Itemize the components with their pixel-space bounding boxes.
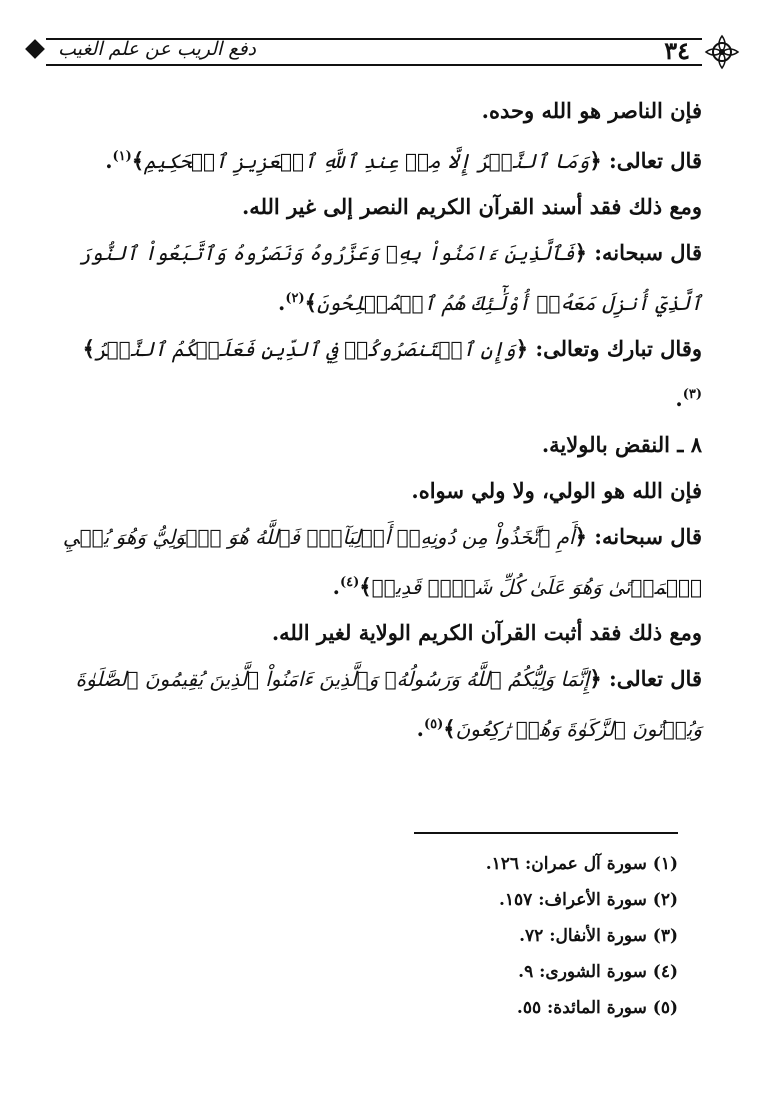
verse-bracket-open: ﴿ <box>589 148 602 173</box>
footnote: (١) سورة آل عمران: ١٢٦. <box>485 854 678 874</box>
quran-verse: وَمَا ٱلنَّصۡرُ إِلَّا مِنۡ عِندِ ٱللَّهِ ٱلۡعَزِيزِ ٱلۡحَكِيمِ <box>144 149 590 173</box>
verse-bracket-open: ﴿ <box>574 240 587 265</box>
footnote: (٥) سورة المائدة: ٥٥. <box>516 998 678 1018</box>
footnote-marker: (٥) <box>423 717 444 732</box>
verse-bracket-open: ﴿ <box>574 524 587 549</box>
paragraph <box>60 468 702 514</box>
floral-ornament-icon <box>702 32 742 72</box>
paragraph <box>60 88 702 134</box>
quran-verse: وَإِنِ ٱسۡتَنصَرُوكُمۡ فِي ٱلدِّينِ فَعَلَيۡكُمُ ٱلنَّصۡرُ <box>94 337 516 361</box>
footnote-marker: (١) <box>112 149 132 164</box>
paragraph-text: قال سبحانه: <box>586 524 702 549</box>
quran-verse: أَمِ ٱتَّخَذُواْ مِن دُونِهِۦٓ أَوۡلِيَآءَۖ فَٱللَّهُ هُوَ ٱلۡوَلِيُّ وَهُوَ يُحۡيِ ٱلۡمَوۡتَىٰ وَهُوَ عَلَىٰ كُلِّ شَيۡءٖ قَدِيرٞ <box>62 525 702 599</box>
paragraph <box>60 610 702 656</box>
footnote-marker: (٢) <box>285 291 305 306</box>
footnote-marker: (٤) <box>339 575 360 590</box>
page-number: ٣٤ <box>664 36 690 65</box>
paragraph-text: فإن الله هو الولي، ولا ولي سواه. <box>411 478 702 503</box>
paragraph-text: قال سبحانه: <box>586 240 702 265</box>
page-header <box>28 30 742 76</box>
paragraph-text: وقال تبارك وتعالى: <box>528 336 702 361</box>
paragraph <box>60 326 702 422</box>
quran-verse: فَٱلَّذِينَ ءَامَنُواْ بِهِۦ وَعَزَّرُوهُ وَنَصَرُوهُ وَٱتَّبَعُواْ ٱلنُّورَ ٱلَّذِيٓ أُنزِلَ مَعَهُۥٓ أُوْلَٰٓئِكَ هُمُ ٱلۡمُفۡلِحُونَ <box>79 241 702 315</box>
sentence-end: . <box>105 148 113 173</box>
section-heading-text: ٨ ـ النقض بالولاية. <box>541 432 702 457</box>
paragraph-text: قال تعالى: <box>601 666 702 691</box>
sentence-end: . <box>675 386 683 411</box>
verse-bracket-close: ﴾ <box>359 574 372 599</box>
paragraph <box>60 230 702 326</box>
quran-verse: إِنَّمَا وَلِيُّكُمُ ٱللَّهُ وَرَسُولُهُۥ وَٱلَّذِينَ ءَامَنُواْ ٱلَّذِينَ يُقِيمُونَ ٱلصَّلَوٰةَ وَيُؤۡتُونَ ٱلزَّكَوٰةَ وَهُمۡ رَٰكِعُونَ <box>75 667 702 741</box>
verse-bracket-close: ﴾ <box>82 336 95 361</box>
diamond-ornament-icon <box>25 39 45 59</box>
footnote-marker: (٣) <box>682 387 702 402</box>
paragraph <box>60 184 702 230</box>
footnote-divider <box>414 832 678 834</box>
paragraph-text: ومع ذلك فقد أثبت القرآن الكريم الولاية لغير الله. <box>271 620 702 645</box>
paragraph <box>60 134 702 184</box>
verse-bracket-close: ﴾ <box>304 290 317 315</box>
verse-bracket-close: ﴾ <box>443 716 456 741</box>
header-rule-bottom <box>46 64 702 66</box>
sentence-end: . <box>416 716 424 741</box>
verse-bracket-open: ﴿ <box>515 336 529 361</box>
paragraph-text: قال تعالى: <box>601 148 702 173</box>
footnotes <box>300 846 678 1026</box>
footnote: (٢) سورة الأعراف: ١٥٧. <box>498 890 678 910</box>
footnote: (٣) سورة الأنفال: ٧٢. <box>519 926 678 946</box>
footnote: (٤) سورة الشورى: ٩. <box>518 962 678 982</box>
verse-bracket-open: ﴿ <box>589 666 602 691</box>
verse-bracket-close: ﴾ <box>131 148 145 173</box>
running-title: دفع الريب عن علم الغيب <box>58 38 257 60</box>
paragraph-text: فإن الناصر هو الله وحده. <box>481 98 702 123</box>
paragraph <box>60 514 702 610</box>
section-heading <box>60 422 702 468</box>
main-text <box>60 88 702 752</box>
sentence-end: . <box>332 574 340 599</box>
paragraph <box>60 656 702 752</box>
sentence-end: . <box>278 290 286 315</box>
paragraph-text: ومع ذلك فقد أسند القرآن الكريم النصر إلى غير الله. <box>242 194 702 219</box>
